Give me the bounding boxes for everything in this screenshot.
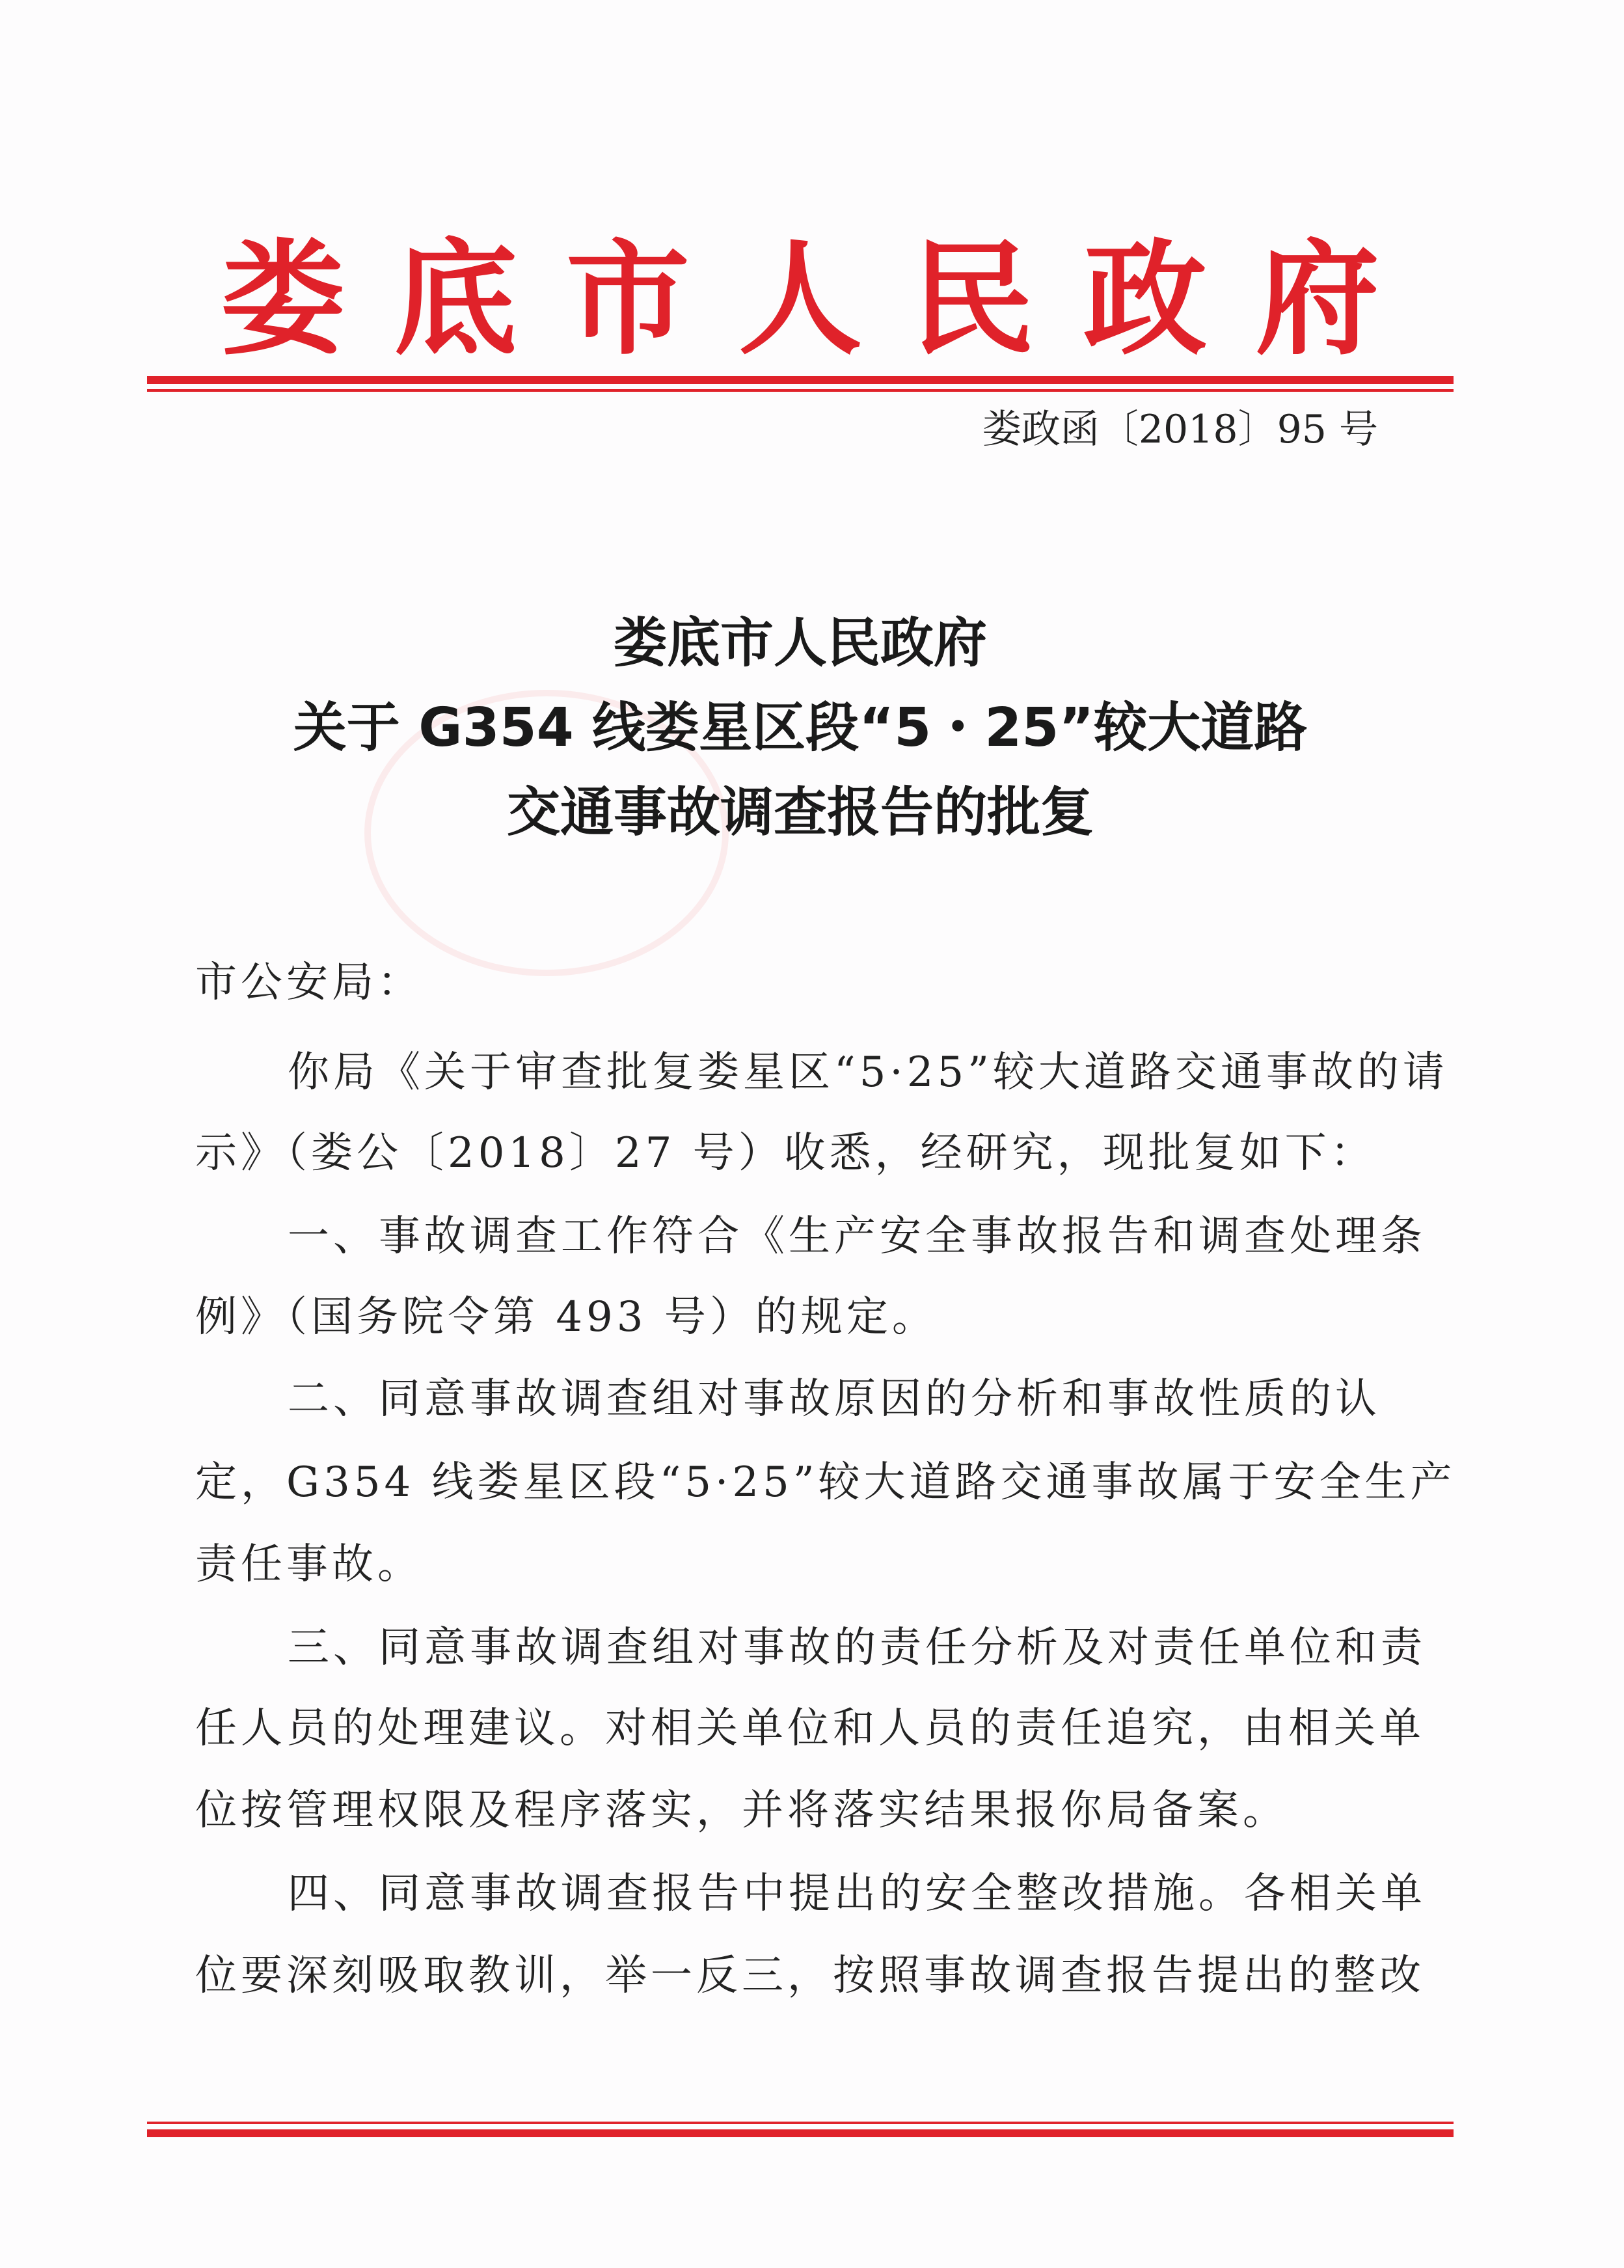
salutation: 市公安局： <box>195 959 423 1007</box>
header-char: 人 <box>738 226 862 372</box>
body-line-3: 一、事故调查工作符合《生产安全事故报告和调查处理条 <box>288 1212 1426 1261</box>
body-line-12: 位要深刻吸取教训，举一反三，按照事故调查报告提出的整改 <box>195 1952 1425 2000</box>
document-number: 娄政函〔2018〕95 号 <box>982 407 1378 452</box>
document-title-line-1: 娄底市人民政府 <box>613 612 987 674</box>
footer-rule-thin <box>147 2122 1454 2124</box>
body-line-1: 你局《关于审查批复娄星区“5·25”较大道路交通事故的请 <box>288 1048 1448 1097</box>
body-line-11: 四、同意事故调查报告中提出的安全整改措施。各相关单 <box>288 1870 1426 1918</box>
body-line-10: 位按管理权限及程序落实，并将落实结果报你局备案。 <box>195 1786 1288 1835</box>
header-char: 市 <box>565 226 690 372</box>
footer-rule-thick <box>147 2129 1454 2137</box>
header-char: 府 <box>1255 226 1379 372</box>
body-line-6: 定，G354 线娄星区段“5·25”较大道路交通事故属于安全生产 <box>195 1458 1456 1507</box>
header-rule-thick <box>147 376 1454 384</box>
issuing-authority-header <box>221 221 1379 377</box>
header-char: 底 <box>393 226 517 372</box>
document-title-line-2: 关于 G354 线娄星区段“5・25”较大道路 <box>293 697 1308 759</box>
body-line-4: 例》（国务院令第 493 号）的规定。 <box>195 1293 938 1341</box>
header-char: 政 <box>1083 226 1207 372</box>
header-rule-thin <box>147 389 1454 392</box>
body-line-7: 责任事故。 <box>195 1540 423 1589</box>
body-line-9: 任人员的处理建议。对相关单位和人员的责任追究，由相关单 <box>195 1704 1425 1753</box>
body-line-8: 三、同意事故调查组对事故的责任分析及对责任单位和责 <box>288 1624 1426 1672</box>
header-char: 娄 <box>221 226 345 372</box>
header-char: 民 <box>910 226 1035 372</box>
document-title-line-3: 交通事故调查报告的批复 <box>506 782 1094 843</box>
body-line-5: 二、同意事故调查组对事故原因的分析和事故性质的认 <box>288 1375 1381 1423</box>
body-line-2: 示》（娄公〔2018〕27 号）收悉，经研究，现批复如下： <box>195 1129 1376 1177</box>
